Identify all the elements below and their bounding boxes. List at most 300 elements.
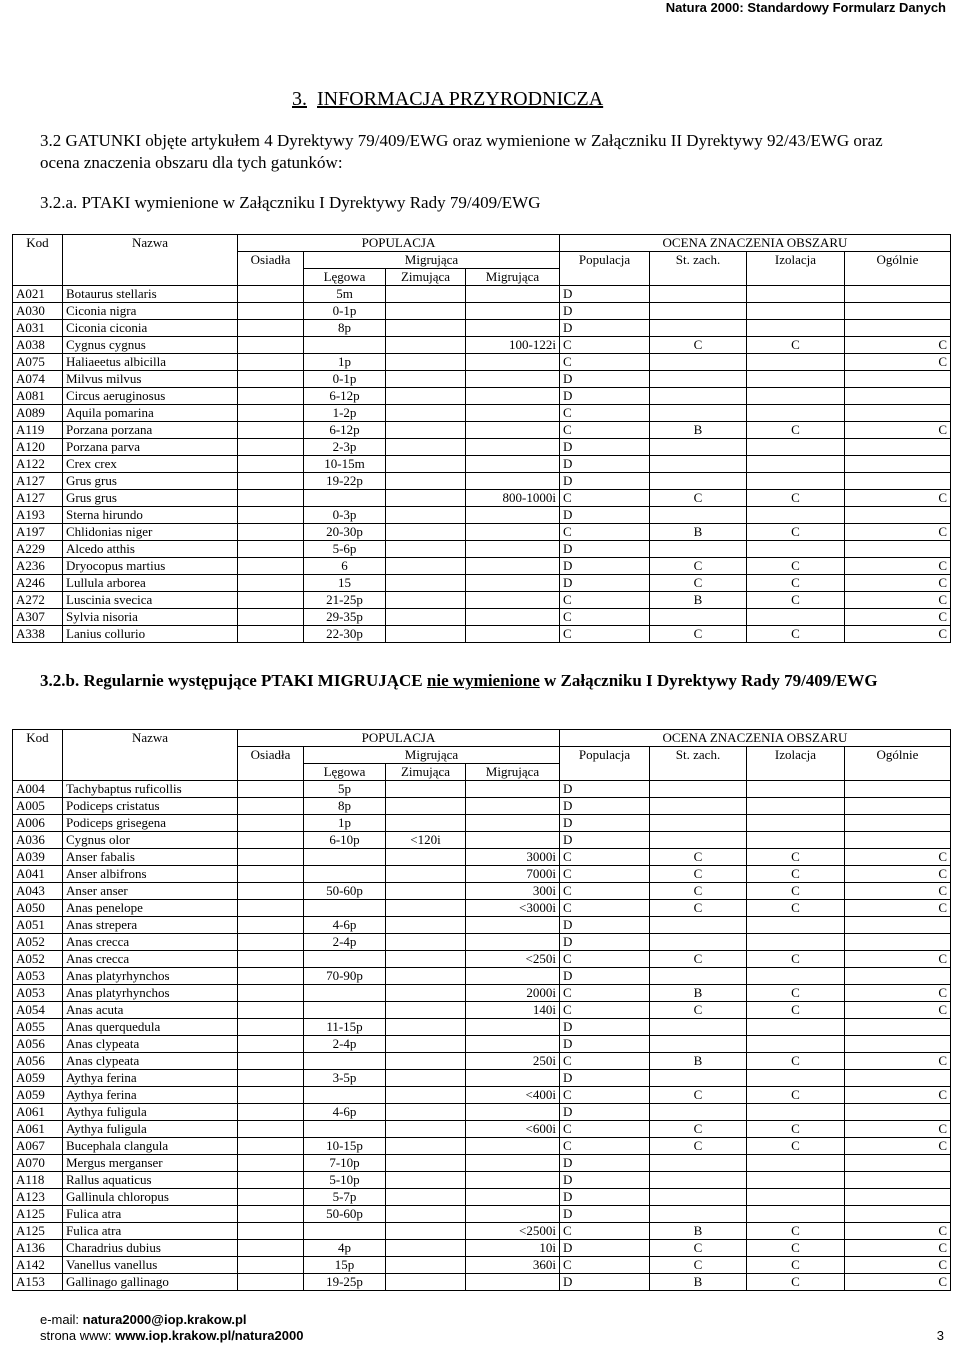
- table-cell: [747, 917, 845, 934]
- table-row: [13, 371, 951, 388]
- table-cell: D: [560, 320, 650, 337]
- footer-email-link[interactable]: natura2000@iop.krakow.pl: [82, 1312, 247, 1327]
- col-izolacja: Izolacja: [747, 252, 845, 269]
- table-cell: [845, 1104, 951, 1121]
- table-cell: [386, 951, 466, 968]
- table-row: [13, 609, 951, 626]
- table-cell: A067: [13, 1138, 63, 1155]
- table-cell: A153: [13, 1274, 63, 1291]
- table-cell: A004: [13, 781, 63, 798]
- table-row: [13, 507, 951, 524]
- table-cell: 15: [304, 575, 386, 592]
- table-cell: C: [650, 558, 747, 575]
- table-cell: [386, 1274, 466, 1291]
- table-cell: [466, 1172, 560, 1189]
- subsection-b-heading: [40, 670, 900, 691]
- table-cell: [845, 388, 951, 405]
- table-cell: [650, 1070, 747, 1087]
- table-cell: [747, 1036, 845, 1053]
- table-cell: [386, 934, 466, 951]
- table-cell: C: [845, 626, 951, 643]
- header-row: [13, 235, 951, 252]
- table-cell: A229: [13, 541, 63, 558]
- table-row: [13, 1172, 951, 1189]
- table-cell: [747, 1189, 845, 1206]
- table-cell: [650, 1206, 747, 1223]
- table-cell: C: [845, 883, 951, 900]
- table-cell: [386, 883, 466, 900]
- footer-email: [40, 1312, 952, 1328]
- table-cell: Chlidonias niger: [63, 524, 238, 541]
- table-cell: Ciconia nigra: [63, 303, 238, 320]
- table-cell: [650, 832, 747, 849]
- table-cell: C: [650, 490, 747, 507]
- table-cell: Aythya fuligula: [63, 1104, 238, 1121]
- table-cell: Luscinia svecica: [63, 592, 238, 609]
- table-cell: [650, 815, 747, 832]
- footer-www-link[interactable]: www.iop.krakow.pl/natura2000: [115, 1328, 304, 1343]
- table-cell: A039: [13, 849, 63, 866]
- table-row: [13, 1036, 951, 1053]
- table-cell: 360i: [466, 1257, 560, 1274]
- table-cell: [650, 1036, 747, 1053]
- table-cell: A061: [13, 1121, 63, 1138]
- table-cell: [466, 1070, 560, 1087]
- table-cell: A246: [13, 575, 63, 592]
- table-cell: [650, 456, 747, 473]
- table-cell: D: [560, 456, 650, 473]
- table-row: [13, 286, 951, 303]
- table-cell: 0-1p: [304, 371, 386, 388]
- table-cell: [466, 1155, 560, 1172]
- table-cell: A122: [13, 456, 63, 473]
- col-kod: Kod: [13, 730, 63, 747]
- col-kod-cont: [13, 269, 63, 286]
- table-cell: [747, 1104, 845, 1121]
- table-row: [13, 439, 951, 456]
- table-cell: D: [560, 286, 650, 303]
- table-cell: 10-15m: [304, 456, 386, 473]
- table-row: [13, 490, 951, 507]
- table-row: [13, 1087, 951, 1104]
- table-cell: A054: [13, 1002, 63, 1019]
- table-cell: 250i: [466, 1053, 560, 1070]
- table-cell: 10-15p: [304, 1138, 386, 1155]
- table-cell: [238, 1206, 304, 1223]
- table-cell: A197: [13, 524, 63, 541]
- table-row: [13, 1155, 951, 1172]
- table-cell: C: [845, 354, 951, 371]
- table-cell: A061: [13, 1104, 63, 1121]
- table-cell: [238, 1172, 304, 1189]
- table-cell: Aythya ferina: [63, 1087, 238, 1104]
- table-cell: D: [560, 1104, 650, 1121]
- table-cell: [238, 558, 304, 575]
- table-row: [13, 473, 951, 490]
- table-row: [13, 1121, 951, 1138]
- table-cell: Tachybaptus ruficollis: [63, 781, 238, 798]
- table-cell: D: [560, 1240, 650, 1257]
- table-cell: [466, 303, 560, 320]
- table-cell: [466, 524, 560, 541]
- table-cell: C: [747, 558, 845, 575]
- table-cell: [304, 985, 386, 1002]
- table-cell: A056: [13, 1053, 63, 1070]
- table-cell: 0-3p: [304, 507, 386, 524]
- table-cell: A038: [13, 337, 63, 354]
- table-cell: D: [560, 798, 650, 815]
- table-row: [13, 917, 951, 934]
- col-ogolnie: Ogólnie: [845, 747, 951, 764]
- table-cell: A119: [13, 422, 63, 439]
- table-cell: Haliaeetus albicilla: [63, 354, 238, 371]
- table-cell: C: [845, 592, 951, 609]
- table-cell: C: [560, 592, 650, 609]
- table-cell: [304, 1053, 386, 1070]
- table-cell: Anas penelope: [63, 900, 238, 917]
- table-cell: [238, 883, 304, 900]
- col-populacja: POPULACJA: [238, 730, 560, 747]
- table-cell: <400i: [466, 1087, 560, 1104]
- table-cell: [386, 1155, 466, 1172]
- table-cell: [845, 439, 951, 456]
- table-cell: D: [560, 1189, 650, 1206]
- col-pop: Populacja: [560, 747, 650, 764]
- table-cell: A081: [13, 388, 63, 405]
- table-cell: [238, 1274, 304, 1291]
- table-cell: 5p: [304, 781, 386, 798]
- table-cell: [466, 592, 560, 609]
- table-cell: [650, 1172, 747, 1189]
- table-row: [13, 320, 951, 337]
- table-cell: [238, 490, 304, 507]
- table-cell: [238, 609, 304, 626]
- table-cell: Anas acuta: [63, 1002, 238, 1019]
- table-cell: Fulica atra: [63, 1223, 238, 1240]
- table-cell: [238, 592, 304, 609]
- table-cell: A089: [13, 405, 63, 422]
- table-cell: [845, 934, 951, 951]
- table-cell: [845, 320, 951, 337]
- table-cell: [650, 609, 747, 626]
- table-cell: C: [845, 558, 951, 575]
- table-cell: D: [560, 781, 650, 798]
- table-cell: A059: [13, 1070, 63, 1087]
- table-cell: 11-15p: [304, 1019, 386, 1036]
- table-cell: [845, 405, 951, 422]
- table-cell: C: [845, 1138, 951, 1155]
- col-izolacja-cont: [747, 269, 845, 286]
- section-title-text: INFORMACJA PRZYRODNICZA: [317, 88, 604, 110]
- table-cell: Sylvia nisoria: [63, 609, 238, 626]
- table-cell: 70-90p: [304, 968, 386, 985]
- table-cell: [747, 781, 845, 798]
- table-cell: D: [560, 1155, 650, 1172]
- footer-email-label: e-mail:: [40, 1312, 83, 1327]
- header-row: [13, 764, 951, 781]
- table-cell: [238, 832, 304, 849]
- table-cell: C: [560, 900, 650, 917]
- table-row: [13, 951, 951, 968]
- table-cell: [747, 1070, 845, 1087]
- table-cell: [304, 866, 386, 883]
- table-row: [13, 883, 951, 900]
- table-cell: Anser anser: [63, 883, 238, 900]
- table-cell: A041: [13, 866, 63, 883]
- table-row: [13, 849, 951, 866]
- table-cell: [386, 405, 466, 422]
- table-cell: 2-3p: [304, 439, 386, 456]
- table-cell: <600i: [466, 1121, 560, 1138]
- table-cell: [466, 1274, 560, 1291]
- table-cell: 100-122i: [466, 337, 560, 354]
- table-cell: C: [560, 866, 650, 883]
- table-row: [13, 1002, 951, 1019]
- col-pop: Populacja: [560, 252, 650, 269]
- table-row: [13, 1104, 951, 1121]
- table-cell: Lanius collurio: [63, 626, 238, 643]
- table-cell: 8p: [304, 798, 386, 815]
- table-cell: [845, 1172, 951, 1189]
- col-ogolnie-cont: [845, 764, 951, 781]
- birds-annex-i-table: [12, 234, 951, 643]
- table-cell: [845, 1189, 951, 1206]
- table-cell: [466, 541, 560, 558]
- table-cell: [304, 337, 386, 354]
- table-cell: [466, 1019, 560, 1036]
- table-cell: [386, 1002, 466, 1019]
- table-cell: [845, 781, 951, 798]
- table-cell: C: [845, 951, 951, 968]
- table-cell: <3000i: [466, 900, 560, 917]
- table-cell: 6-10p: [304, 832, 386, 849]
- table-cell: [386, 985, 466, 1002]
- table-cell: [845, 917, 951, 934]
- section-number: 3.: [292, 88, 307, 110]
- table-cell: [238, 320, 304, 337]
- table-cell: [386, 473, 466, 490]
- table-row: [13, 388, 951, 405]
- table-cell: 21-25p: [304, 592, 386, 609]
- table-cell: Bucephala clangula: [63, 1138, 238, 1155]
- table-cell: C: [560, 1257, 650, 1274]
- table-cell: [386, 798, 466, 815]
- table-cell: [466, 286, 560, 303]
- table-cell: [386, 371, 466, 388]
- table-cell: B: [650, 1223, 747, 1240]
- table-row: [13, 900, 951, 917]
- table-cell: Grus grus: [63, 473, 238, 490]
- table-cell: [466, 798, 560, 815]
- table-cell: [747, 303, 845, 320]
- table-cell: 300i: [466, 883, 560, 900]
- table-row: [13, 524, 951, 541]
- table-cell: [747, 286, 845, 303]
- table-cell: C: [845, 1002, 951, 1019]
- table-cell: [238, 575, 304, 592]
- table-cell: [386, 866, 466, 883]
- table-cell: C: [747, 1002, 845, 1019]
- table-cell: C: [650, 1138, 747, 1155]
- table-cell: C: [845, 1223, 951, 1240]
- table-cell: C: [747, 575, 845, 592]
- page-footer: [40, 1312, 952, 1344]
- table-cell: C: [560, 849, 650, 866]
- table-cell: [466, 1036, 560, 1053]
- table-cell: [386, 1019, 466, 1036]
- table-cell: [650, 439, 747, 456]
- table-cell: A050: [13, 900, 63, 917]
- table-cell: A120: [13, 439, 63, 456]
- table-cell: [845, 815, 951, 832]
- table-cell: [238, 286, 304, 303]
- col-osiadla: Osiadła: [238, 252, 304, 269]
- migratory-birds-table: [12, 729, 951, 1291]
- table-cell: [238, 507, 304, 524]
- table-cell: Anas platyrhynchos: [63, 968, 238, 985]
- header-row: [13, 252, 951, 269]
- table-cell: C: [560, 1087, 650, 1104]
- table-cell: B: [650, 422, 747, 439]
- table-cell: [466, 473, 560, 490]
- table-cell: [466, 1104, 560, 1121]
- table-cell: A236: [13, 558, 63, 575]
- table-cell: [466, 575, 560, 592]
- table-cell: A070: [13, 1155, 63, 1172]
- table-cell: [238, 798, 304, 815]
- table-cell: C: [747, 1274, 845, 1291]
- table-cell: [747, 541, 845, 558]
- table-cell: Podiceps cristatus: [63, 798, 238, 815]
- table-cell: [466, 832, 560, 849]
- table-cell: [386, 286, 466, 303]
- table-cell: [386, 626, 466, 643]
- table-row: [13, 456, 951, 473]
- table-cell: [845, 473, 951, 490]
- table-cell: C: [560, 609, 650, 626]
- table-cell: [650, 968, 747, 985]
- col-pop-cont: [560, 764, 650, 781]
- table-cell: [747, 815, 845, 832]
- col-izolacja-cont: [747, 764, 845, 781]
- table-cell: [466, 558, 560, 575]
- table-cell: [386, 1104, 466, 1121]
- table-cell: D: [560, 815, 650, 832]
- table-cell: C: [650, 626, 747, 643]
- table-cell: [238, 524, 304, 541]
- header-row: [13, 747, 951, 764]
- table-cell: D: [560, 934, 650, 951]
- table-cell: 4p: [304, 1240, 386, 1257]
- table-cell: [386, 1240, 466, 1257]
- table-cell: [747, 798, 845, 815]
- table-cell: [238, 1223, 304, 1240]
- subsection-b-post: w Załączniku I Dyrektywy Rady 79/409/EWG: [539, 671, 878, 690]
- table-cell: [238, 541, 304, 558]
- table-cell: A127: [13, 473, 63, 490]
- table-cell: [386, 917, 466, 934]
- table-cell: C: [747, 1240, 845, 1257]
- table-cell: [238, 900, 304, 917]
- footer-www-label: strona www:: [40, 1328, 116, 1343]
- table-row: [13, 798, 951, 815]
- table-cell: [238, 951, 304, 968]
- table-cell: [650, 1104, 747, 1121]
- table-cell: [845, 303, 951, 320]
- table-cell: [650, 405, 747, 422]
- table-cell: [466, 456, 560, 473]
- table-cell: 2-4p: [304, 1036, 386, 1053]
- table-cell: [747, 1155, 845, 1172]
- table-cell: [386, 439, 466, 456]
- table-cell: Charadrius dubius: [63, 1240, 238, 1257]
- table-row: [13, 626, 951, 643]
- table-cell: [238, 1138, 304, 1155]
- col-ocena: OCENA ZNACZENIA OBSZARU: [560, 730, 951, 747]
- table-cell: A125: [13, 1223, 63, 1240]
- table-cell: C: [845, 524, 951, 541]
- table-cell: D: [560, 968, 650, 985]
- table-row: [13, 934, 951, 951]
- table-cell: [386, 849, 466, 866]
- table-cell: Sterna hirundo: [63, 507, 238, 524]
- col-legowa: Lęgowa: [304, 269, 386, 286]
- table-cell: A193: [13, 507, 63, 524]
- table-cell: 2000i: [466, 985, 560, 1002]
- table-cell: [238, 405, 304, 422]
- table-cell: Anas platyrhynchos: [63, 985, 238, 1002]
- table-cell: C: [747, 422, 845, 439]
- table-cell: C: [560, 1121, 650, 1138]
- col-nazwa-cont: [63, 764, 238, 781]
- table-cell: 4-6p: [304, 917, 386, 934]
- table-cell: [386, 1121, 466, 1138]
- table-cell: [386, 609, 466, 626]
- table-cell: C: [747, 1121, 845, 1138]
- table-cell: C: [747, 1223, 845, 1240]
- table-cell: C: [650, 866, 747, 883]
- table-cell: [650, 354, 747, 371]
- table-cell: [238, 1002, 304, 1019]
- col-nazwa-cont: [63, 747, 238, 764]
- table-cell: Ciconia ciconia: [63, 320, 238, 337]
- table-cell: [650, 934, 747, 951]
- table-cell: [238, 985, 304, 1002]
- table-cell: [650, 388, 747, 405]
- table-cell: [238, 1036, 304, 1053]
- table-cell: [238, 388, 304, 405]
- table-cell: [466, 1189, 560, 1206]
- table-row: [13, 558, 951, 575]
- table-cell: [747, 968, 845, 985]
- table-cell: Anas clypeata: [63, 1053, 238, 1070]
- table-cell: C: [845, 866, 951, 883]
- table-cell: 800-1000i: [466, 490, 560, 507]
- table-cell: [650, 1155, 747, 1172]
- table-cell: A118: [13, 1172, 63, 1189]
- table-row: [13, 592, 951, 609]
- table-cell: 5-7p: [304, 1189, 386, 1206]
- table-cell: [304, 490, 386, 507]
- table-cell: [845, 456, 951, 473]
- table-cell: 19-22p: [304, 473, 386, 490]
- table-cell: 0-1p: [304, 303, 386, 320]
- table-cell: [466, 1206, 560, 1223]
- col-osiadla-cont: [238, 764, 304, 781]
- table-cell: [238, 456, 304, 473]
- table-cell: C: [650, 1121, 747, 1138]
- table-cell: D: [560, 1274, 650, 1291]
